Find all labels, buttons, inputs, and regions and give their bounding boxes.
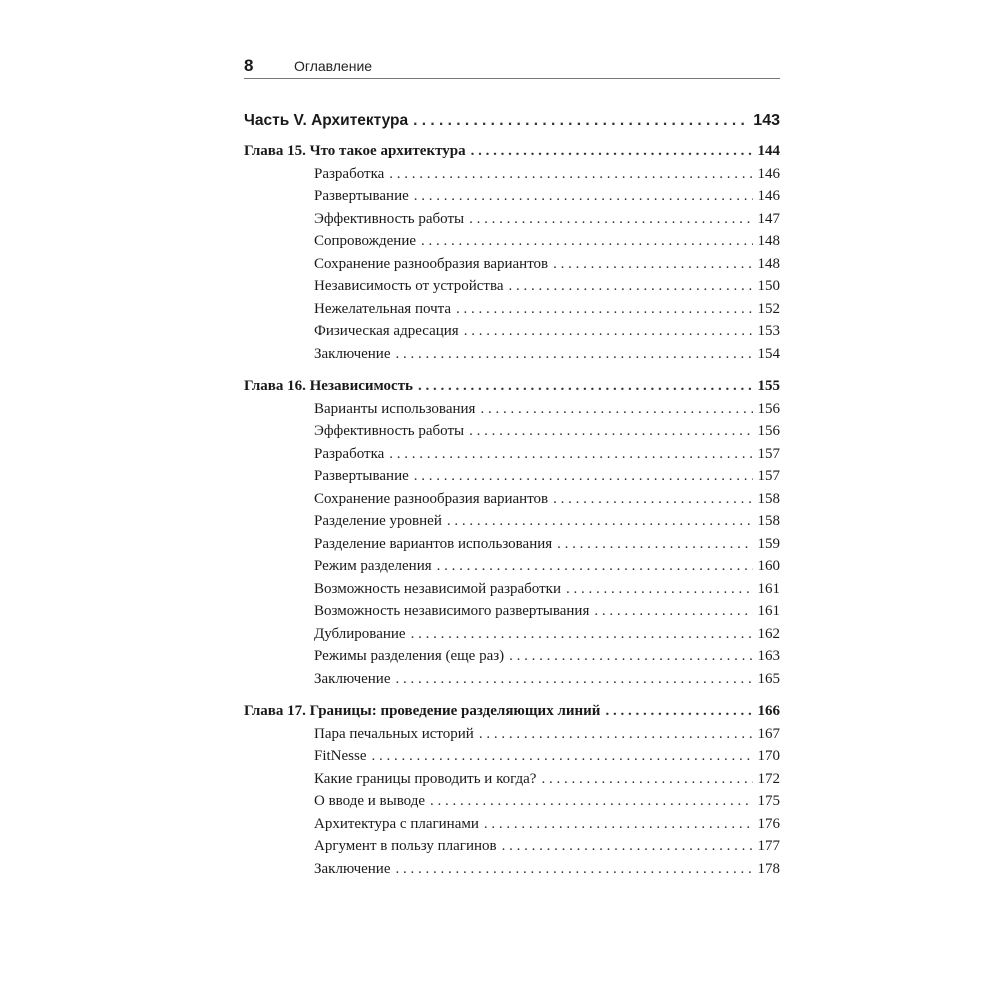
- section-page-number: 158: [757, 490, 780, 507]
- chapter-entry: [244, 140, 780, 365]
- toc-section-row[interactable]: [244, 488, 780, 511]
- section-page-number: 153: [757, 323, 780, 339]
- toc-section-row[interactable]: [244, 253, 780, 276]
- dot-leader: [594, 600, 752, 623]
- section-title: Дублирование: [314, 625, 406, 642]
- section-title: Независимость от устройства: [314, 278, 504, 294]
- dot-leader: [421, 230, 752, 253]
- section-title: Пара печальных историй: [314, 725, 474, 742]
- toc-section-row[interactable]: [244, 163, 780, 186]
- section-title: Эффективность работы: [314, 210, 465, 227]
- dot-leader: [553, 253, 752, 276]
- section-page-number: 152: [757, 300, 780, 317]
- section-page-number: 154: [757, 345, 780, 362]
- chapter-title: Глава 17. Границы: проведение разделяющих линий: [244, 703, 601, 719]
- section-title: Нежелательная почта: [314, 300, 452, 317]
- section-page-number: 146: [757, 165, 780, 182]
- section-page-number: 177: [757, 838, 780, 854]
- section-page-number: 176: [757, 815, 780, 832]
- dot-leader: [509, 645, 752, 668]
- dot-leader: [471, 140, 753, 163]
- toc-section-row[interactable]: [244, 723, 780, 746]
- chapter-page-number: 155: [757, 378, 780, 394]
- toc-section-row[interactable]: [244, 790, 780, 813]
- section-page-number: 147: [757, 210, 780, 227]
- dot-leader: [553, 488, 752, 511]
- section-page-number: 165: [757, 670, 780, 687]
- part-entry: [244, 108, 780, 134]
- chapter-title: Глава 15. Что такое архитектура: [244, 143, 466, 159]
- section-page-number: 162: [757, 625, 780, 642]
- dot-leader: [484, 813, 753, 836]
- section-page-number: 172: [757, 770, 780, 787]
- toc-section-row[interactable]: [244, 208, 780, 231]
- dot-leader: [389, 443, 752, 466]
- section-title: Режимы разделения (еще раз): [314, 648, 505, 664]
- section-title: Возможность независимого развертывания: [314, 603, 590, 619]
- toc-section-row[interactable]: [244, 578, 780, 601]
- section-title: Сопровождение: [314, 233, 417, 249]
- dot-leader: [456, 298, 752, 321]
- section-title: Какие границы проводить и когда?: [314, 770, 537, 787]
- toc-section-row[interactable]: [244, 533, 780, 556]
- toc-section-row[interactable]: [244, 275, 780, 298]
- header-rule: [244, 78, 780, 79]
- toc-section-row[interactable]: [244, 420, 780, 443]
- section-page-number: 146: [757, 188, 780, 204]
- section-page-number: 163: [757, 648, 780, 664]
- chapter-entry: [244, 700, 780, 880]
- toc-chapter-row[interactable]: [244, 700, 780, 723]
- toc-part-row[interactable]: [244, 108, 780, 134]
- dot-leader: [413, 108, 748, 134]
- dot-leader: [396, 858, 753, 881]
- section-title: Сохранение разнообразия вариантов: [314, 255, 549, 272]
- section-title: Разделение вариантов использования: [314, 535, 553, 552]
- section-title: О вводе и выводе: [314, 793, 426, 809]
- section-page-number: 178: [757, 860, 780, 877]
- dot-leader: [396, 668, 753, 691]
- section-title: Развертывание: [314, 468, 409, 484]
- toc-section-row[interactable]: [244, 813, 780, 836]
- toc-section-row[interactable]: [244, 510, 780, 533]
- section-title: Сохранение разнообразия вариантов: [314, 490, 549, 507]
- toc-section-row[interactable]: [244, 768, 780, 791]
- toc-section-row[interactable]: [244, 443, 780, 466]
- section-title: Физическая адресация: [314, 323, 459, 339]
- section-page-number: 150: [757, 278, 780, 294]
- section-page-number: 156: [757, 423, 780, 439]
- section-page-number: 159: [757, 535, 780, 552]
- part-title: Часть V. Архитектура: [244, 112, 409, 129]
- dot-leader: [430, 790, 752, 813]
- toc-section-row[interactable]: [244, 230, 780, 253]
- section-title: Возможность независимой разработки: [314, 580, 561, 597]
- section-page-number: 157: [757, 445, 780, 462]
- book-page: [244, 0, 780, 1000]
- toc-section-row[interactable]: [244, 858, 780, 881]
- section-title: Разделение уровней: [314, 513, 442, 529]
- toc-section-row[interactable]: [244, 398, 780, 421]
- dot-leader: [479, 723, 753, 746]
- section-title: Архитектура с плагинами: [314, 815, 479, 832]
- dot-leader: [396, 343, 753, 366]
- section-title: Разработка: [314, 165, 385, 182]
- toc-section-row[interactable]: [244, 555, 780, 578]
- dot-leader: [414, 185, 753, 208]
- section-page-number: 161: [757, 580, 780, 597]
- dot-leader: [557, 533, 752, 556]
- toc-section-row[interactable]: [244, 185, 780, 208]
- dot-leader: [464, 320, 753, 343]
- section-title: Эффективность работы: [314, 423, 465, 439]
- section-title: Аргумент в пользу плагинов: [314, 838, 497, 854]
- section-page-number: 156: [757, 400, 780, 417]
- chapter-entry: [244, 375, 780, 690]
- toc-section-row[interactable]: [244, 745, 780, 768]
- dot-leader: [469, 420, 752, 443]
- dot-leader: [480, 398, 752, 421]
- section-title: Разработка: [314, 445, 385, 462]
- section-title: Заключение: [314, 860, 391, 877]
- section-page-number: 157: [757, 468, 780, 484]
- dot-leader: [411, 623, 753, 646]
- dot-leader: [437, 555, 753, 578]
- chapter-title: Глава 16. Независимость: [244, 378, 413, 394]
- section-page-number: 175: [757, 793, 780, 809]
- toc-section-row[interactable]: [244, 465, 780, 488]
- section-page-number: 158: [757, 513, 780, 529]
- dot-leader: [469, 208, 752, 231]
- dot-leader: [414, 465, 753, 488]
- section-page-number: 161: [757, 603, 780, 619]
- toc-section-row[interactable]: [244, 343, 780, 366]
- table-of-contents: [244, 108, 780, 890]
- page-number: 8: [244, 56, 254, 75]
- section-page-number: 167: [757, 725, 780, 742]
- section-page-number: 148: [757, 233, 780, 249]
- dot-leader: [605, 700, 752, 723]
- toc-chapter-row[interactable]: [244, 375, 780, 398]
- section-title: Заключение: [314, 670, 391, 687]
- part-page-number: 143: [753, 112, 780, 129]
- section-title: Режим разделения: [314, 558, 432, 574]
- dot-leader: [502, 835, 753, 858]
- dot-leader: [372, 745, 753, 768]
- chapter-page-number: 144: [757, 143, 780, 159]
- dot-leader: [566, 578, 753, 601]
- chapter-page-number: 166: [757, 703, 780, 719]
- section-title: Заключение: [314, 345, 391, 362]
- dot-leader: [541, 768, 752, 791]
- toc-section-row[interactable]: [244, 298, 780, 321]
- section-title: Варианты использования: [314, 400, 476, 417]
- dot-leader: [509, 275, 753, 298]
- toc-section-row[interactable]: [244, 645, 780, 668]
- section-page-number: 170: [757, 748, 780, 764]
- running-title: Оглавление: [294, 58, 373, 74]
- toc-section-row[interactable]: [244, 320, 780, 343]
- dot-leader: [447, 510, 753, 533]
- section-title: Развертывание: [314, 188, 409, 204]
- toc-section-row[interactable]: [244, 668, 780, 691]
- dot-leader: [418, 375, 753, 398]
- toc-chapter-row[interactable]: [244, 140, 780, 163]
- toc-section-row[interactable]: [244, 600, 780, 623]
- running-header: [244, 56, 780, 78]
- section-page-number: 160: [757, 558, 780, 574]
- section-title: FitNesse: [314, 748, 367, 764]
- toc-section-row[interactable]: [244, 623, 780, 646]
- dot-leader: [389, 163, 752, 186]
- section-page-number: 148: [757, 255, 780, 272]
- toc-section-row[interactable]: [244, 835, 780, 858]
